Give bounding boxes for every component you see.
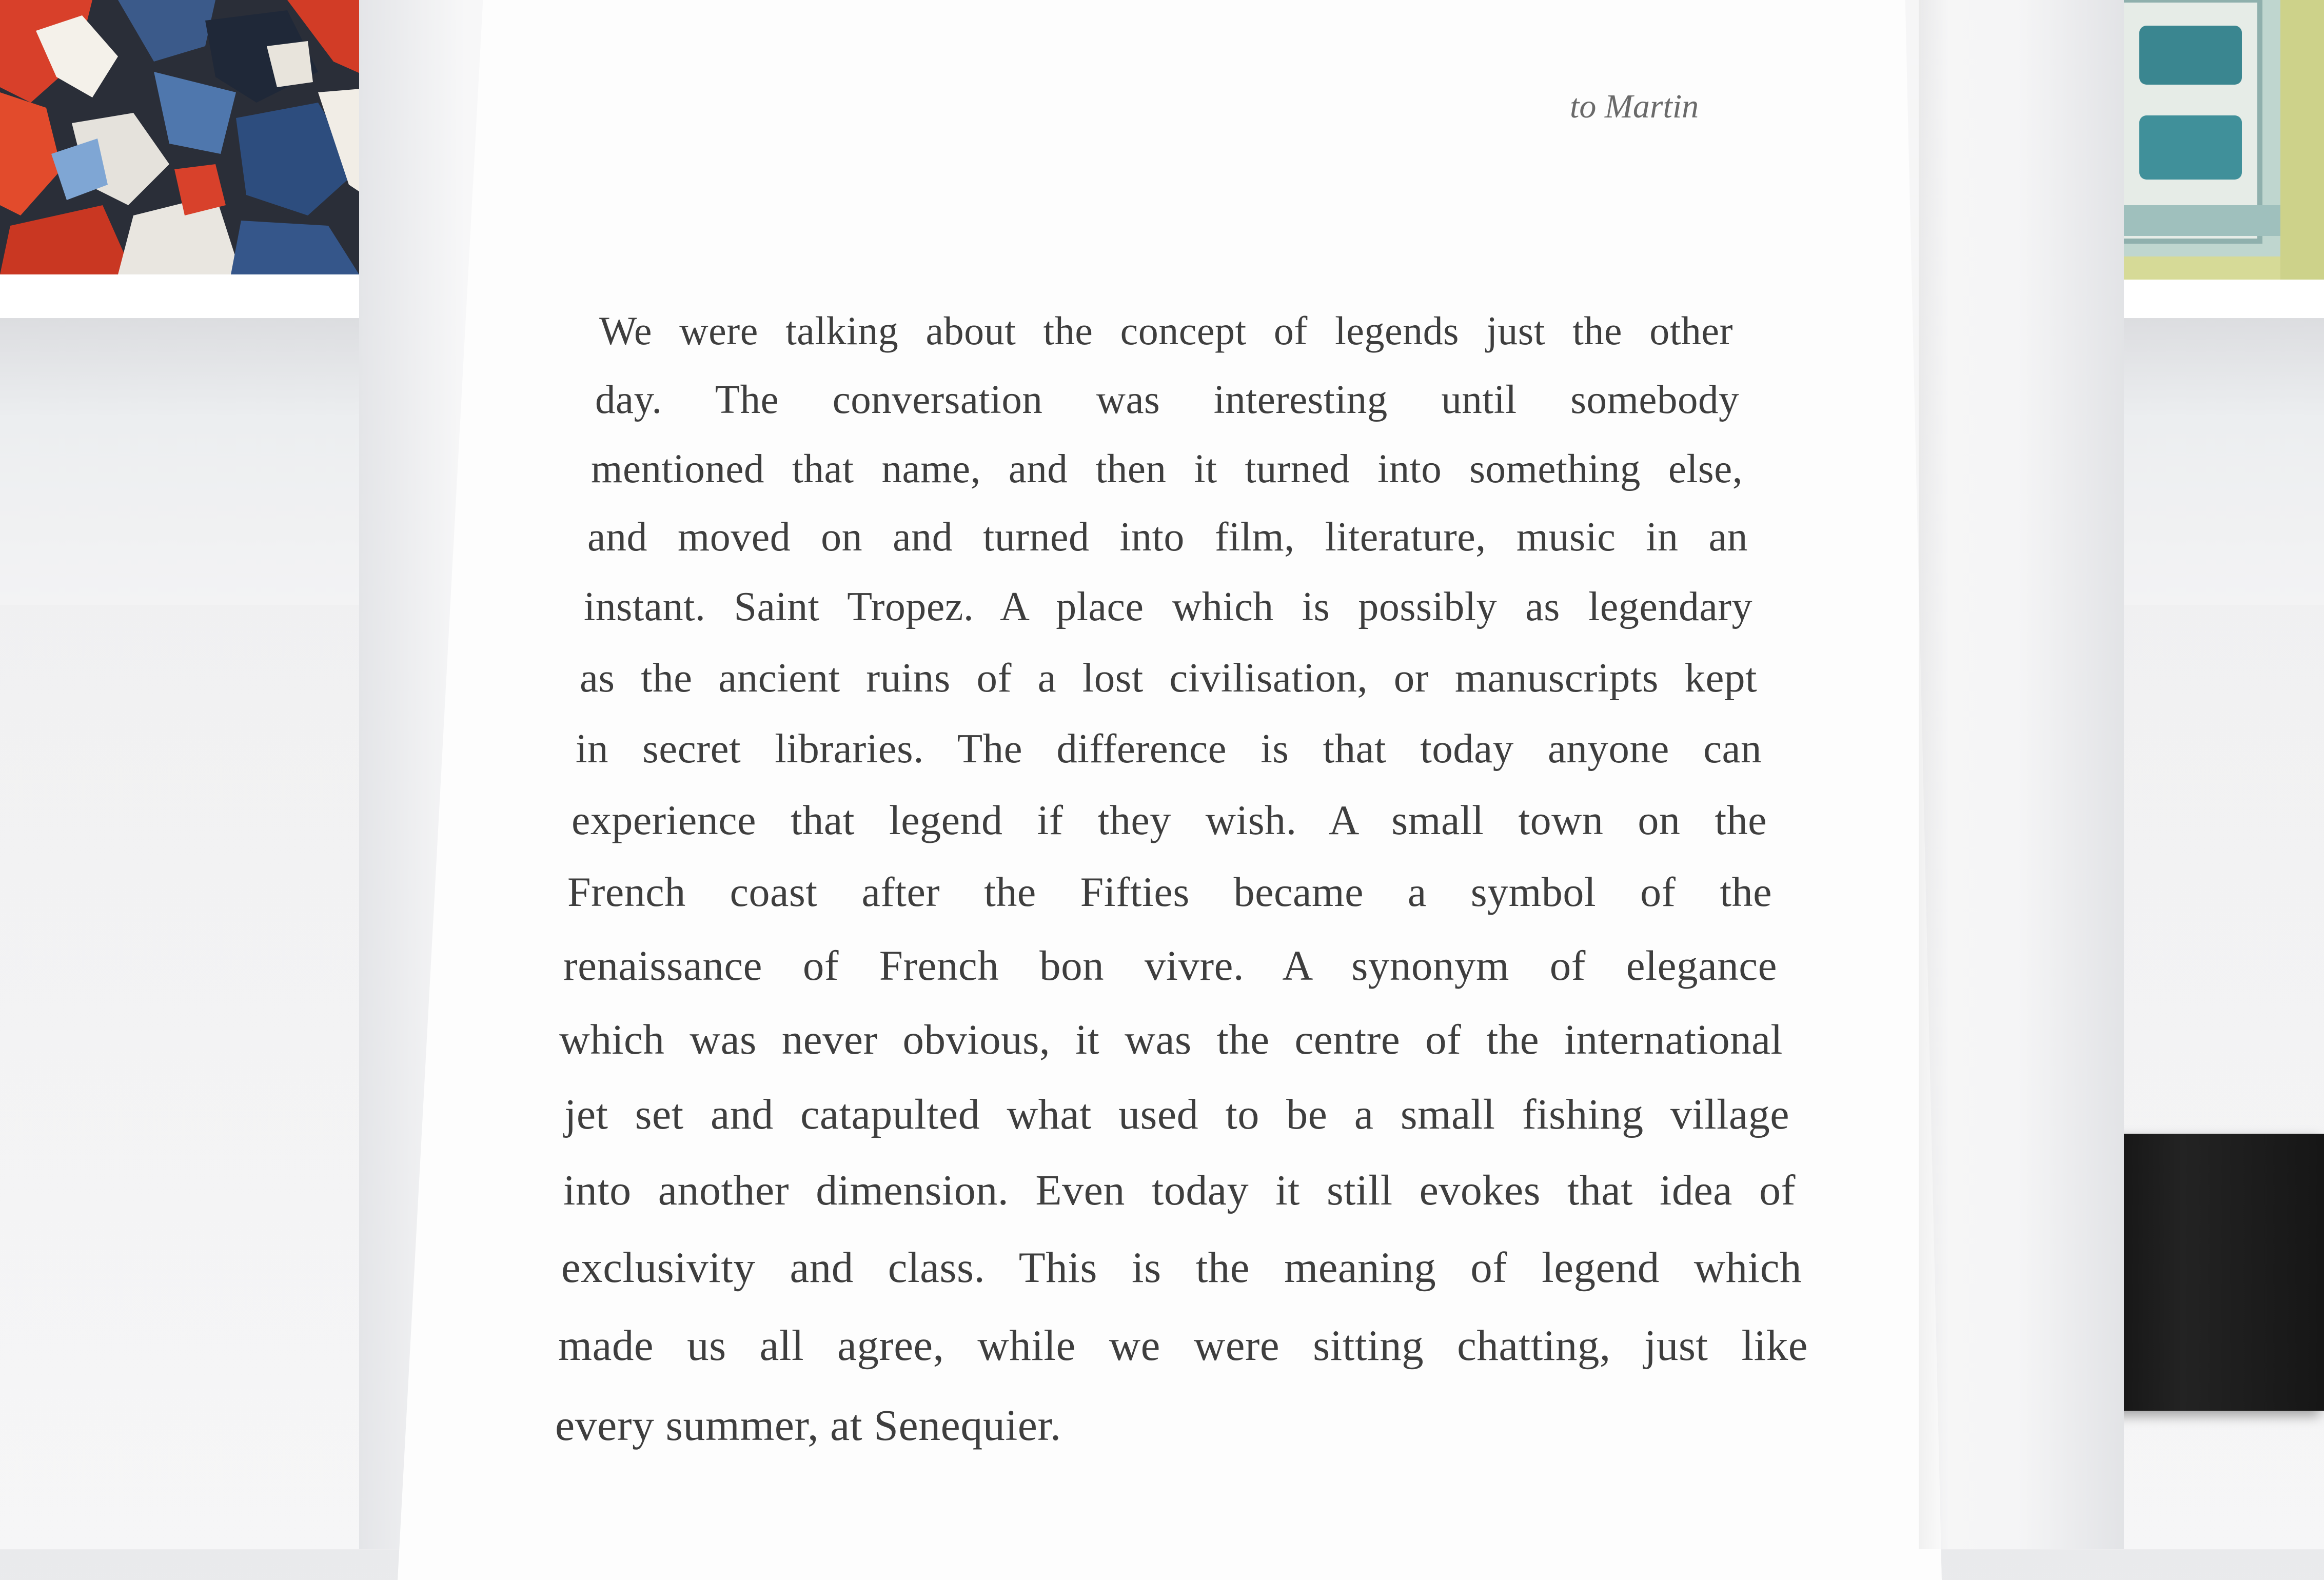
text-line: French coast after the Fifties became a symbol of the [567, 868, 1772, 915]
abstract-painting-image [0, 0, 380, 274]
text-line: day. The conversation was interesting until somebody [595, 378, 1739, 422]
text-line: which was never obvious, it was the centre of the international [559, 1016, 1783, 1063]
left-artwork [0, 0, 380, 274]
text-line: in secret libraries. The difference is that today anyone can [576, 725, 1762, 772]
card-edge-shadow [1919, 0, 1949, 1549]
left-tray-edge [0, 318, 390, 605]
text-line: We were talking about the concept of legends just the other [599, 308, 1733, 353]
text-line: made us all agree, while we were sitting chatting, just like [558, 1321, 1808, 1370]
text-line: into another dimension. Even today it still evokes that idea of [563, 1167, 1796, 1214]
text-line: every summer, at Senequier. [555, 1400, 1061, 1450]
text-line: exclusivity and class. This is the meaning of legend which [561, 1243, 1802, 1292]
text-line: jet set and catapulted what used to be a small fishing village [564, 1091, 1789, 1138]
text-line: experience that legend if they wish. A small town on the [572, 797, 1767, 843]
text-line: and moved on and turned into film, literature, music in an [587, 515, 1748, 560]
text-line: mentioned that name, and then it turned into something else, [591, 447, 1743, 491]
dedication: to Martin [1570, 88, 1699, 125]
text-line: as the ancient ruins of a lost civilisation, or manuscripts kept [580, 655, 1757, 701]
text-line: renaissance of French bon vivre. A synonym of elegance [563, 942, 1777, 989]
text-line: instant. Saint Tropez. A place which is possibly as legendary [584, 584, 1752, 629]
